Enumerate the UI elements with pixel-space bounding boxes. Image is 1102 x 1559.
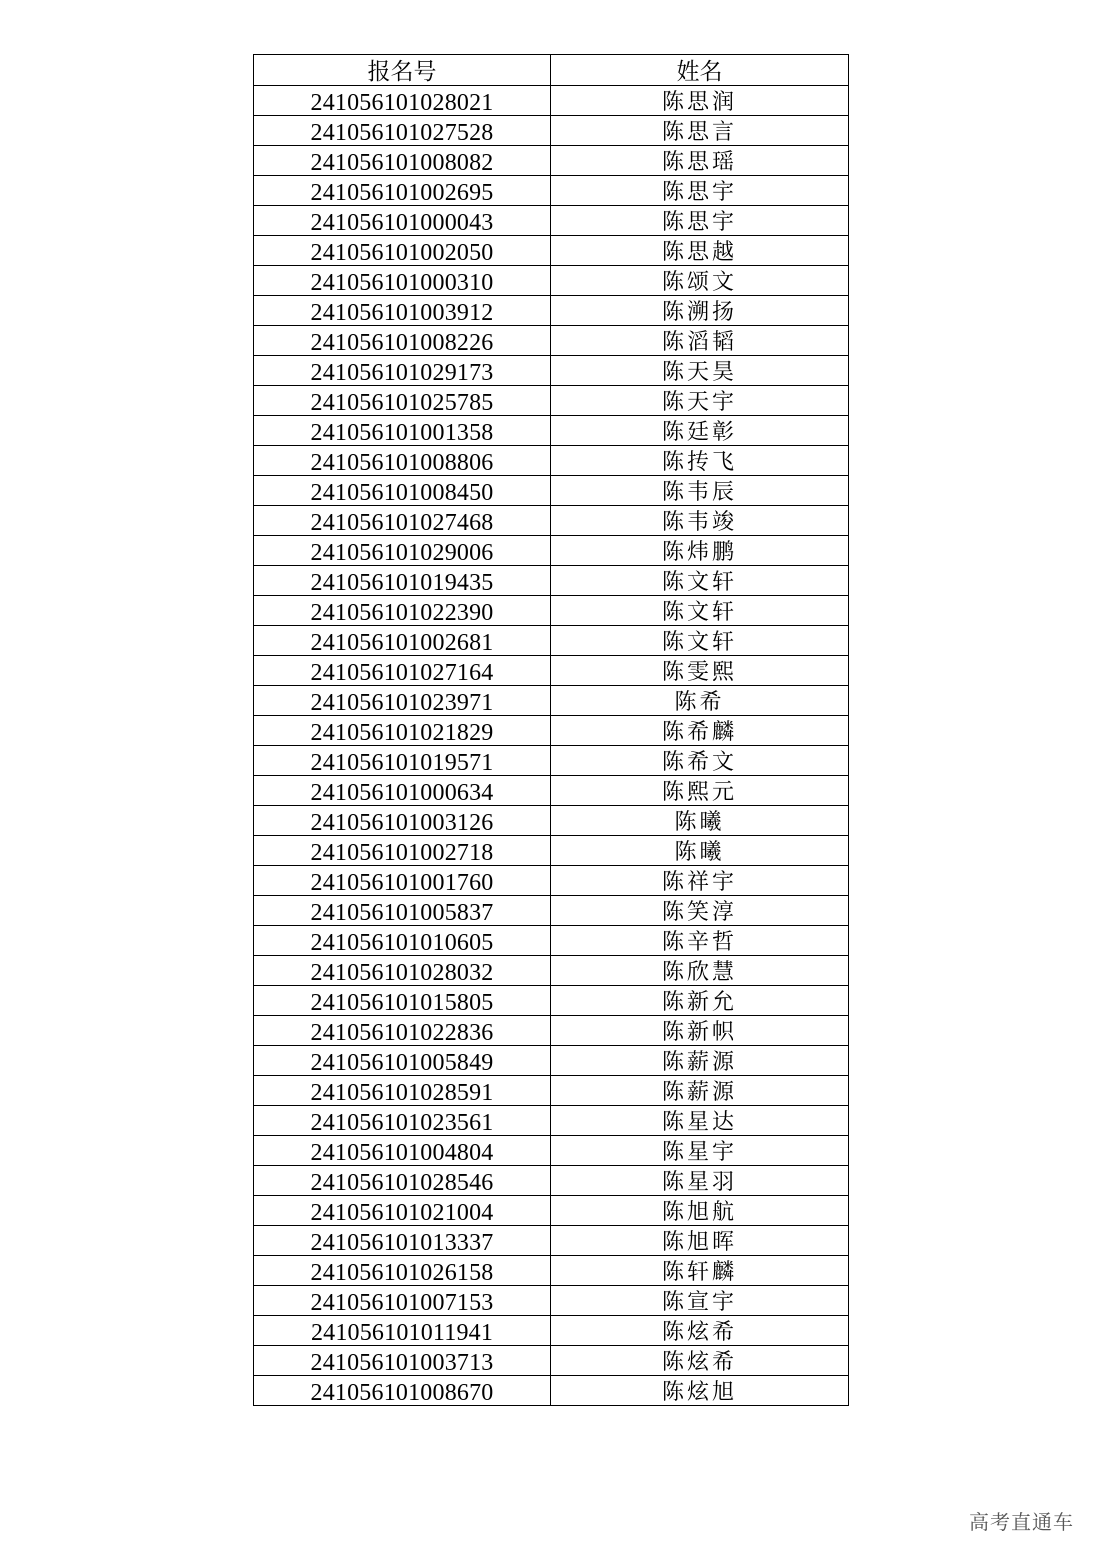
table-row — [254, 1286, 849, 1316]
table-row — [254, 146, 849, 176]
name-cell: 陈炫希 — [551, 1316, 849, 1346]
name-cell: 陈希文 — [551, 746, 849, 776]
name-cell: 陈祥宇 — [551, 866, 849, 896]
table-row — [254, 266, 849, 296]
enrollment-number-cell: 241056101029173 — [254, 356, 551, 386]
name-cell: 陈雯熙 — [551, 656, 849, 686]
name-cell: 陈旭晖 — [551, 1226, 849, 1256]
enrollment-number-cell: 241056101003126 — [254, 806, 551, 836]
table-row — [254, 1256, 849, 1286]
enrollment-number-cell: 241056101000043 — [254, 206, 551, 236]
table-header-row — [254, 55, 849, 86]
table-row — [254, 926, 849, 956]
table-row — [254, 1376, 849, 1406]
table-row — [254, 896, 849, 926]
table-body — [254, 86, 849, 1406]
table-row — [254, 1046, 849, 1076]
enrollment-number-cell: 241056101001358 — [254, 416, 551, 446]
enrollment-number-cell: 241056101021829 — [254, 716, 551, 746]
enrollment-number-cell: 241056101028591 — [254, 1076, 551, 1106]
enrollment-number-cell: 241056101004804 — [254, 1136, 551, 1166]
name-cell: 陈文轩 — [551, 566, 849, 596]
enrollment-number-cell: 241056101002681 — [254, 626, 551, 656]
table-row — [254, 1196, 849, 1226]
table-row — [254, 1016, 849, 1046]
table-row — [254, 536, 849, 566]
table-row — [254, 116, 849, 146]
name-cell: 陈炫希 — [551, 1346, 849, 1376]
enrollment-number-cell: 241056101027468 — [254, 506, 551, 536]
enrollment-number-cell: 241056101008226 — [254, 326, 551, 356]
watermark: 高考直通车 — [969, 1510, 1074, 1534]
enrollment-number-cell: 241056101007153 — [254, 1286, 551, 1316]
name-cell: 陈欣慧 — [551, 956, 849, 986]
name-cell: 陈文轩 — [551, 596, 849, 626]
name-cell: 陈韦辰 — [551, 476, 849, 506]
enrollment-number-cell: 241056101019571 — [254, 746, 551, 776]
name-cell: 陈天宇 — [551, 386, 849, 416]
enrollment-number-cell: 241056101003713 — [254, 1346, 551, 1376]
name-cell: 陈思言 — [551, 116, 849, 146]
enrollment-number-cell: 241056101005849 — [254, 1046, 551, 1076]
enrollment-number-cell: 241056101000310 — [254, 266, 551, 296]
enrollment-number-cell: 241056101028021 — [254, 86, 551, 116]
enrollment-number-cell: 241056101027164 — [254, 656, 551, 686]
enrollment-number-cell: 241056101008082 — [254, 146, 551, 176]
name-cell: 陈炜鹏 — [551, 536, 849, 566]
table-row — [254, 626, 849, 656]
name-cell: 陈炫旭 — [551, 1376, 849, 1406]
table-row — [254, 806, 849, 836]
name-cell: 陈思润 — [551, 86, 849, 116]
name-cell: 陈思宇 — [551, 176, 849, 206]
table-row — [254, 686, 849, 716]
name-cell: 陈宣宇 — [551, 1286, 849, 1316]
table-row — [254, 836, 849, 866]
name-cell: 陈思宇 — [551, 206, 849, 236]
enrollment-number-cell: 241056101000634 — [254, 776, 551, 806]
enrollment-number-cell: 241056101019435 — [254, 566, 551, 596]
enrollment-number-cell: 241056101011941 — [254, 1316, 551, 1346]
table-row — [254, 1316, 849, 1346]
table-row — [254, 1166, 849, 1196]
name-cell: 陈星宇 — [551, 1136, 849, 1166]
name-cell: 陈抟飞 — [551, 446, 849, 476]
name-cell: 陈滔韬 — [551, 326, 849, 356]
table-row — [254, 956, 849, 986]
enrollment-number-cell: 241056101001760 — [254, 866, 551, 896]
table-row — [254, 566, 849, 596]
enrollment-number-cell: 241056101002050 — [254, 236, 551, 266]
name-cell: 陈廷彰 — [551, 416, 849, 446]
name-cell: 陈韦竣 — [551, 506, 849, 536]
enrollment-number-cell: 241056101029006 — [254, 536, 551, 566]
enrollment-number-cell: 241056101013337 — [254, 1226, 551, 1256]
enrollment-number-cell: 241056101023561 — [254, 1106, 551, 1136]
table-row — [254, 416, 849, 446]
table-row — [254, 356, 849, 386]
table-row — [254, 506, 849, 536]
enrollment-number-cell: 241056101002695 — [254, 176, 551, 206]
table-row — [254, 866, 849, 896]
name-cell: 陈星羽 — [551, 1166, 849, 1196]
table-row — [254, 446, 849, 476]
enrollment-number-cell: 241056101026158 — [254, 1256, 551, 1286]
name-cell: 陈希麟 — [551, 716, 849, 746]
name-cell: 陈辛哲 — [551, 926, 849, 956]
enrollment-number-cell: 241056101028546 — [254, 1166, 551, 1196]
table-row — [254, 296, 849, 326]
table-row — [254, 206, 849, 236]
name-cell: 陈文轩 — [551, 626, 849, 656]
table-row — [254, 596, 849, 626]
enrollment-table — [253, 54, 849, 1406]
enrollment-number-cell: 241056101005837 — [254, 896, 551, 926]
name-cell: 陈颂文 — [551, 266, 849, 296]
enrollment-number-cell: 241056101025785 — [254, 386, 551, 416]
name-cell: 陈星达 — [551, 1106, 849, 1136]
enrollment-number-cell: 241056101008806 — [254, 446, 551, 476]
enrollment-number-cell: 241056101022390 — [254, 596, 551, 626]
enrollment-number-cell: 241056101021004 — [254, 1196, 551, 1226]
name-cell: 陈旭航 — [551, 1196, 849, 1226]
enrollment-number-cell: 241056101002718 — [254, 836, 551, 866]
table-row — [254, 1226, 849, 1256]
enrollment-number-cell: 241056101003912 — [254, 296, 551, 326]
table-row — [254, 746, 849, 776]
enrollment-number-cell: 241056101008450 — [254, 476, 551, 506]
table-row — [254, 656, 849, 686]
enrollment-number-cell: 241056101008670 — [254, 1376, 551, 1406]
table-row — [254, 386, 849, 416]
table-row — [254, 716, 849, 746]
name-cell: 陈思越 — [551, 236, 849, 266]
table-row — [254, 236, 849, 266]
enrollment-number-cell: 241056101027528 — [254, 116, 551, 146]
name-cell: 陈新帜 — [551, 1016, 849, 1046]
name-cell: 陈笑淳 — [551, 896, 849, 926]
name-cell: 陈薪源 — [551, 1046, 849, 1076]
enrollment-number-cell: 241056101023971 — [254, 686, 551, 716]
name-cell: 陈薪源 — [551, 1076, 849, 1106]
table-row — [254, 1076, 849, 1106]
enrollment-number-cell: 241056101022836 — [254, 1016, 551, 1046]
name-cell: 陈熙元 — [551, 776, 849, 806]
name-cell: 陈天昊 — [551, 356, 849, 386]
name-cell: 陈曦 — [551, 806, 849, 836]
table-row — [254, 1346, 849, 1376]
name-cell: 陈希 — [551, 686, 849, 716]
table-row — [254, 476, 849, 506]
header-name: 姓名 — [551, 55, 849, 86]
table-row — [254, 1106, 849, 1136]
name-cell: 陈新允 — [551, 986, 849, 1016]
table-row — [254, 1136, 849, 1166]
name-cell: 陈思瑶 — [551, 146, 849, 176]
enrollment-number-cell: 241056101015805 — [254, 986, 551, 1016]
header-enrollment-number: 报名号 — [254, 55, 551, 86]
table-row — [254, 86, 849, 116]
table-row — [254, 176, 849, 206]
enrollment-number-cell: 241056101010605 — [254, 926, 551, 956]
name-cell: 陈轩麟 — [551, 1256, 849, 1286]
table-row — [254, 776, 849, 806]
table-row — [254, 986, 849, 1016]
name-cell: 陈溯扬 — [551, 296, 849, 326]
name-cell: 陈曦 — [551, 836, 849, 866]
table-row — [254, 326, 849, 356]
enrollment-number-cell: 241056101028032 — [254, 956, 551, 986]
